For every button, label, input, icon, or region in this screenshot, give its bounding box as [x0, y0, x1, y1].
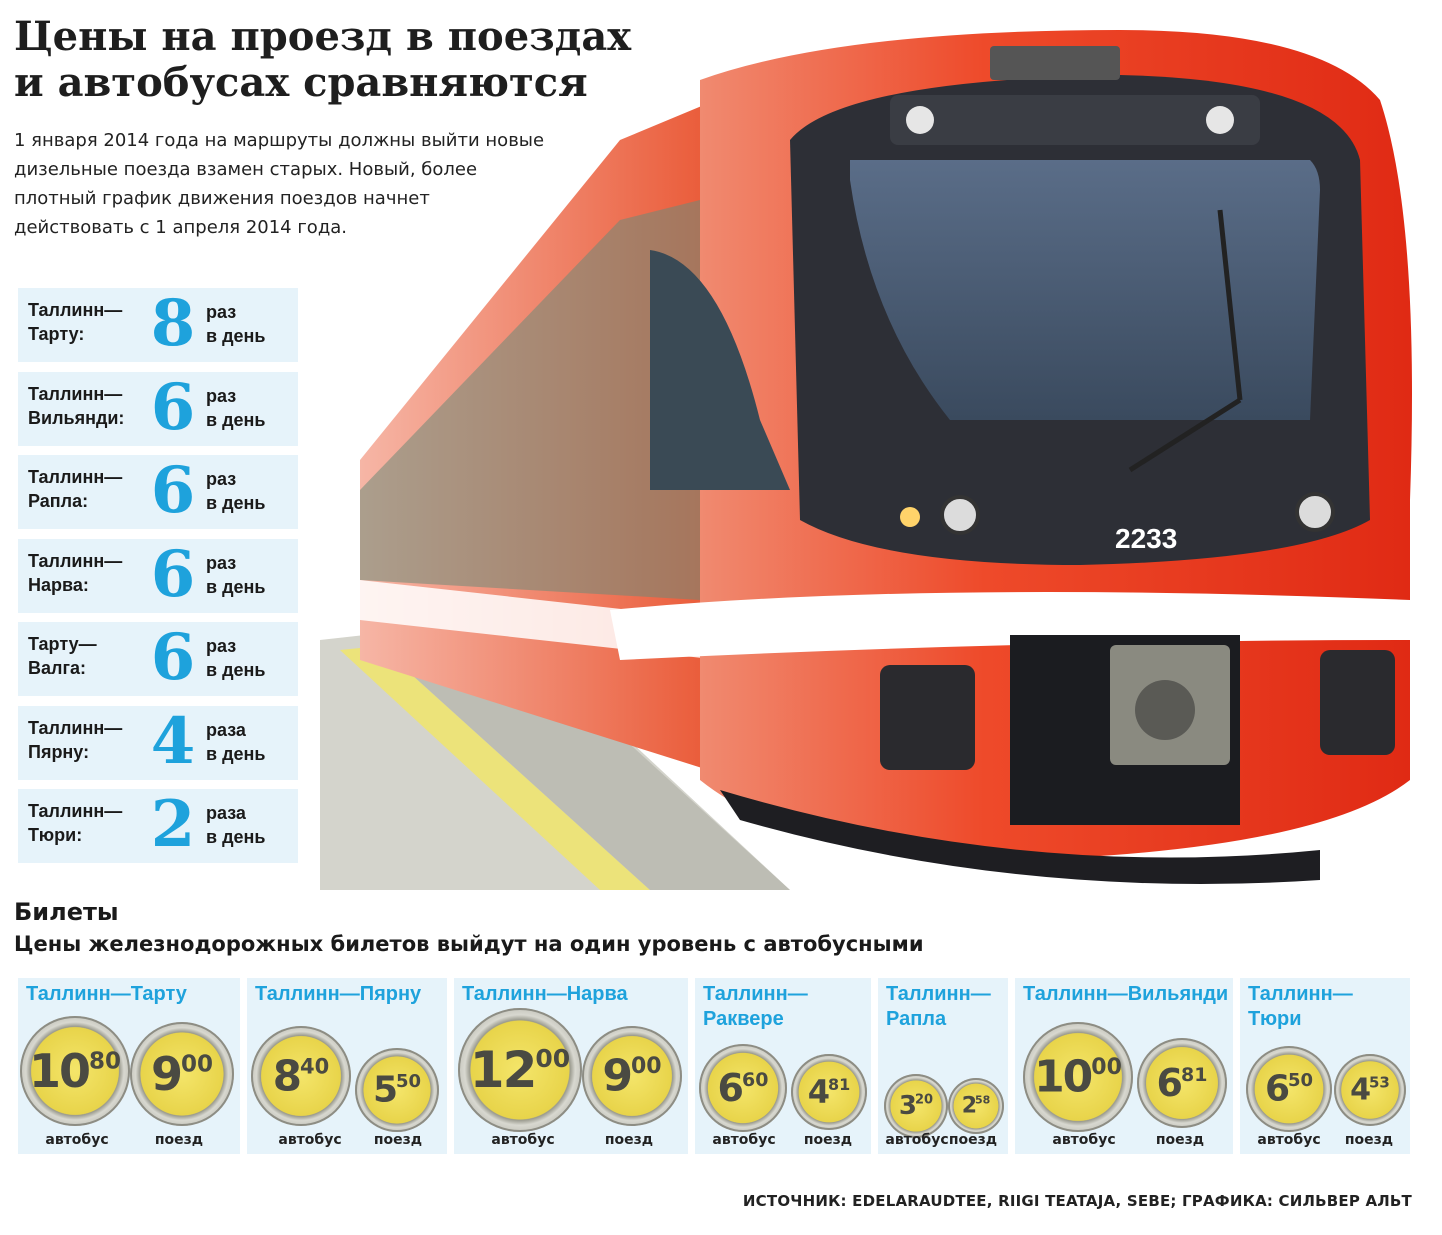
train-label: поезд [154, 1132, 204, 1148]
bus-price: $6^{50}$ [1264, 1068, 1314, 1110]
euro-coin-icon [251, 1026, 351, 1126]
euro-coin-icon [1023, 1022, 1133, 1132]
euro-coin-icon [1246, 1046, 1332, 1132]
train-label: поезд [803, 1132, 853, 1148]
freq-route-label: Тарту— Валга: [28, 634, 97, 678]
frequency-row [18, 703, 298, 780]
freq-unit: раза в день [206, 719, 266, 764]
euro-coin-icon [948, 1078, 1004, 1134]
freq-route-label: Таллинн— Нарва: [28, 550, 123, 595]
euro-coin-icon [791, 1054, 867, 1130]
page-title: Цены на проезд в поездах и автобусах сравняются [14, 13, 632, 106]
price-route-name: Таллинн— Рапла [886, 983, 991, 1030]
source-credit: ИСТОЧНИК: EDELARAUDTEE, RIIGI TEATAJA, SEBE; ГРАФИКА: СИЛЬВЕР АЛЬТ [742, 1192, 1412, 1210]
freq-count: 6 [150, 369, 196, 445]
freq-unit: раз в день [206, 552, 266, 597]
train-label: поезд [1344, 1132, 1394, 1148]
euro-coin-icon [20, 1016, 130, 1126]
euro-coin-icon [699, 1044, 787, 1132]
freq-unit: раза в день [206, 803, 266, 847]
train-number: 2233 [1115, 523, 1178, 554]
freq-count: 2 [150, 787, 196, 862]
freq-route-label: Таллинн— Тюри: [28, 801, 123, 845]
frequency-row [18, 536, 298, 613]
bus-price: $3^{20}$ [898, 1091, 934, 1121]
bus-label: автобус [1052, 1132, 1116, 1148]
price-card [18, 978, 240, 1154]
freq-unit: раз в день [206, 385, 266, 430]
train-illustration [320, 20, 1430, 900]
intro-text: 1 января 2014 года на маршруты должны выйти новые дизельные поезда взамен старых. Новый, более плотный график движения поездов начнет действовать с 1 апреля 2014 года. [14, 130, 545, 238]
euro-coin-icon [1137, 1038, 1227, 1128]
price-route-name: Таллинн— Раквере [703, 983, 808, 1030]
price-card [695, 978, 871, 1154]
frequency-row [18, 789, 298, 863]
freq-route-label: Таллинн— Пярну: [28, 717, 123, 762]
train-price: $6^{81}$ [1156, 1061, 1208, 1105]
bus-label: автобус [278, 1132, 342, 1148]
price-card [878, 978, 1008, 1154]
price-route-name: Таллинн—Вильянди [1023, 983, 1229, 1005]
frequency-list [18, 288, 298, 873]
price-route-name: Таллинн—Нарва [462, 983, 628, 1005]
freq-count: 6 [150, 620, 196, 695]
price-card [1240, 978, 1410, 1154]
price-route-name: Таллинн— Тюри [1248, 983, 1353, 1030]
train-price: $4^{53}$ [1350, 1072, 1390, 1108]
frequency-row [18, 622, 298, 696]
bus-price: $12^{00}$ [469, 1041, 571, 1099]
tickets-heading: Билеты [14, 898, 119, 926]
train-price: $4^{81}$ [807, 1073, 851, 1111]
freq-count: 6 [150, 453, 196, 528]
price-card [454, 978, 688, 1154]
train-label: поезд [948, 1132, 998, 1148]
bus-price: $8^{40}$ [272, 1051, 330, 1101]
frequency-row [18, 455, 298, 529]
euro-coin-icon [1334, 1054, 1406, 1126]
freq-route-label: Таллинн— Тарту: [28, 300, 123, 344]
bus-label: автобус [1257, 1132, 1321, 1148]
price-card [247, 978, 447, 1154]
frequency-row [18, 288, 298, 362]
bus-price: $10^{00}$ [1034, 1051, 1122, 1103]
train-price: $9^{00}$ [602, 1050, 662, 1102]
freq-count: 8 [150, 286, 196, 361]
freq-unit: раз в день [206, 636, 266, 680]
price-card [1015, 978, 1233, 1154]
freq-unit: раз в день [206, 302, 266, 346]
train-label: поезд [373, 1132, 423, 1148]
bus-price: $6^{60}$ [717, 1066, 769, 1110]
bus-price: $10^{80}$ [28, 1044, 122, 1098]
frequency-row [18, 369, 298, 446]
euro-coin-icon [355, 1048, 439, 1132]
train-label: поезд [604, 1132, 654, 1148]
bus-label: автобус [712, 1132, 776, 1148]
price-route-name: Таллинн—Тарту [26, 983, 187, 1005]
tickets-subtitle: Цены железнодорожных билетов выйдут на один уровень с автобусными [14, 932, 924, 956]
euro-coin-icon [130, 1022, 234, 1126]
bus-label: автобус [885, 1132, 949, 1148]
bus-label: автобус [45, 1132, 109, 1148]
freq-count: 6 [150, 536, 196, 612]
train-label: поезд [1155, 1132, 1205, 1148]
freq-count: 4 [150, 703, 196, 779]
price-comparison [18, 978, 1410, 1154]
freq-route-label: Таллинн— Вильянди: [28, 383, 125, 428]
train-price: $2^{58}$ [961, 1093, 991, 1119]
freq-unit: раз в день [206, 469, 266, 513]
euro-coin-icon [458, 1008, 582, 1132]
euro-coin-icon [582, 1026, 682, 1126]
euro-coin-icon [884, 1074, 948, 1138]
bus-label: автобус [491, 1132, 555, 1148]
train-price: $9^{00}$ [150, 1047, 214, 1101]
price-route-name: Таллинн—Пярну [255, 983, 422, 1005]
train-price: $5^{50}$ [372, 1069, 422, 1111]
freq-route-label: Таллинн— Рапла: [28, 467, 123, 511]
